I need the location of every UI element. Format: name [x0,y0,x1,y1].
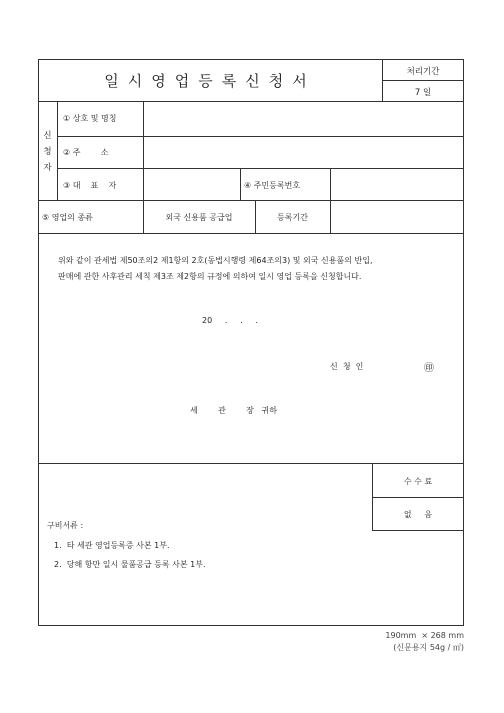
fee-value: 없 음 [403,510,433,519]
divider-row3-mid [240,168,241,200]
seal-icon: ㊞ [424,363,434,374]
divider-fee-inner [372,497,464,498]
registration-period-label: 등록기간 [277,213,308,222]
divider-processing-inner [382,80,464,81]
required-document-1: 1. 타 세관 영업등록증 사본 1부. [54,541,170,550]
divider-bottom-section [38,463,464,464]
application-text-line1: 위와 같이 관세법 제50조의2 제1항의 2호(동법시행령 제64조의3) 및 외국 신용품의 반입, [58,256,373,265]
paper-spec-note: (신문용지 54g / ㎡) [393,643,464,652]
field-resident-number-label: ④ 주민등록번호 [244,181,301,190]
field-address-label: ② 주 소 [63,148,109,157]
paper-size-note: 190mm × 268 mm [385,631,464,640]
divider-row4 [38,233,464,234]
applicant-label: 신 청 자 [43,131,52,173]
resident-number-field[interactable] [331,169,463,200]
field-business-name-label: ① 상호 및 명칭 [63,114,117,123]
required-documents-title: 구비서류 : [47,521,84,530]
divider-applicant [57,101,58,200]
processing-period-value: 7 일 [414,88,432,98]
application-text-line2: 판매에 관한 사후관리 세칙 제3조 제2항의 규정에 의하여 일시 영업 등록을 신청합니다. [58,272,362,281]
representative-field[interactable] [144,169,240,200]
application-date: 20 . . . [202,316,258,325]
business-type-value: 외국 신용품 공급업 [165,213,233,222]
registration-period-field[interactable] [331,201,463,233]
fee-label: 수 수 료 [403,477,433,486]
field-representative-label: ③ 대 표 자 [63,181,117,190]
address-field[interactable] [144,137,463,168]
recipient-customs-chief: 세 관 장 귀하 [190,406,277,415]
business-name-field[interactable] [144,102,463,136]
form-title: 일시영업등록신청서 [104,72,316,90]
processing-period-label: 처리기간 [406,67,440,77]
field-business-type-label: ⑤ 영업의 종류 [42,213,93,222]
required-document-2: 2. 당해 항만 일시 물품공급 등록 사본 1부. [54,560,206,569]
applicant-sign-label: 신 청 인 [330,362,364,371]
divider-fee-bottom [372,530,464,531]
